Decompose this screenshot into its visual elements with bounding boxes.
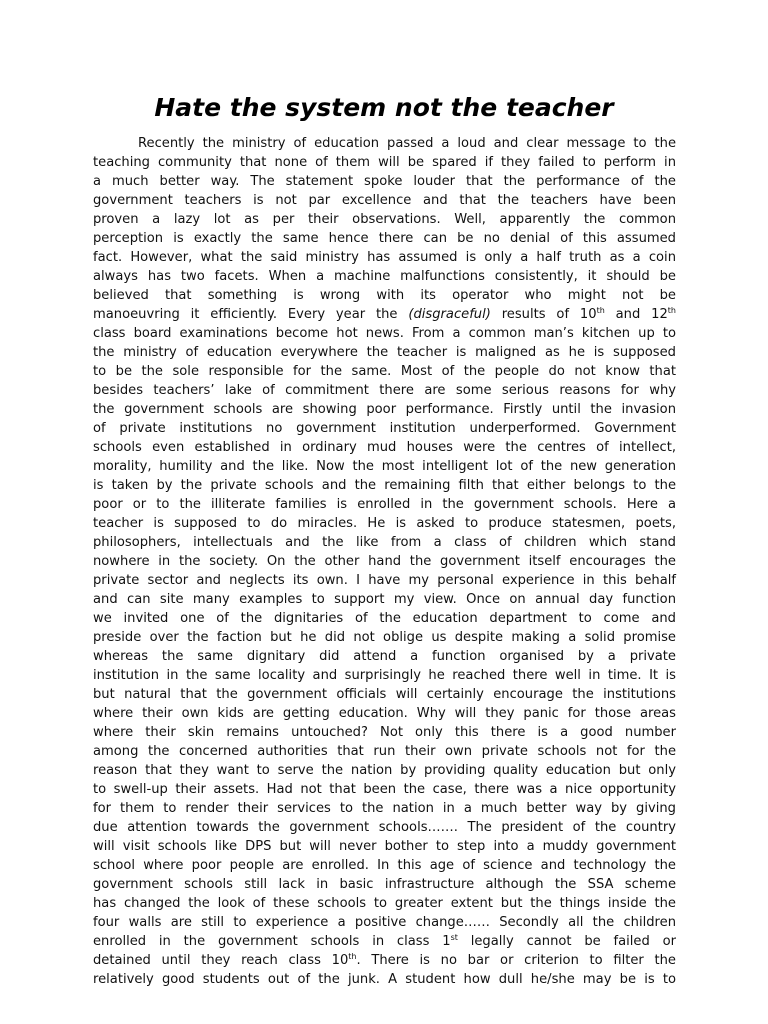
text-line: Recently the ministry of education passed a loud and clear message to the <box>138 136 676 151</box>
document-body <box>93 134 676 989</box>
text-line: school where poor people are enrolled. In this age of science and technology the <box>93 858 676 873</box>
text-line: relatively good students out of the junk. A student how dull he/she may be is to <box>93 972 676 987</box>
text-line: preside over the faction but he did not oblige us despite making a solid promise <box>93 630 676 645</box>
text-line: four walls are still to experience a positive change…… Secondly all the children <box>93 915 676 930</box>
text-line: besides teachers’ lake of commitment there are some serious reasons for why <box>93 383 676 398</box>
text-line: has changed the look of these schools to greater extent but the things inside the <box>93 896 676 911</box>
text-line: believed that something is wrong with its operator who might not be <box>93 288 676 303</box>
text-line: we invited one of the dignitaries of the education department to come and <box>93 611 676 626</box>
text-line: philosophers, intellectuals and the like from a class of children which stand <box>93 535 676 550</box>
text-line: proven a lazy lot as per their observations. Well, apparently the common <box>93 212 676 227</box>
text-line: where their skin remains untouched? Not only this there is a good number <box>93 725 676 740</box>
text-line: to be the sole responsible for the same. Most of the people do not know that <box>93 364 676 379</box>
text-run: . There is no bar or criterion to filter the <box>356 953 676 968</box>
text-line: will visit schools like DPS but will never bother to step into a muddy government <box>93 839 676 854</box>
text-run: legally cannot be failed or <box>457 934 677 949</box>
text-line: where their own kids are getting education. Why will they panic for those areas <box>93 706 676 721</box>
text-line: reason that they want to serve the nation by providing quality education but only <box>93 763 676 778</box>
text-line <box>93 951 676 970</box>
superscript-ordinal: th <box>667 306 676 315</box>
text-line: for them to render their services to the nation in a much better way by giving <box>93 801 676 816</box>
text-line: fact. However, what the said ministry has assumed is only a half truth as a coin <box>93 250 676 265</box>
text-line <box>93 305 676 324</box>
text-line: government teachers is not par excellence and that the teachers have been <box>93 193 676 208</box>
text-line: whereas the same dignitary did attend a function organised by a private <box>93 649 676 664</box>
text-line: among the concerned authorities that run their own private schools not for the <box>93 744 676 759</box>
superscript-ordinal: th <box>348 952 357 961</box>
text-line: government schools still lack in basic infrastructure although the SSA scheme <box>93 877 676 892</box>
document-title: Hate the system not the teacher <box>154 93 614 122</box>
text-line: due attention towards the government schools……. The president of the country <box>93 820 676 835</box>
text-line: poor or to the illiterate families is enrolled in the government schools. Here a <box>93 497 676 512</box>
text-run: results of 10 <box>490 307 597 322</box>
text-line: institution in the same locality and surprisingly he reached there well in time. It is <box>93 668 676 683</box>
text-run: enrolled in the government schools in class 1 <box>93 934 451 949</box>
text-line: morality, humility and the like. Now the most intelligent lot of the new generation <box>93 459 676 474</box>
text-line: of private institutions no government institution underperformed. Government <box>93 421 676 436</box>
text-line: perception is exactly the same hence there can be no denial of this assumed <box>93 231 676 246</box>
superscript-ordinal: th <box>596 306 605 315</box>
text-run: detained until they reach class 10 <box>93 953 349 968</box>
text-line: the ministry of education everywhere the teacher is maligned as he is supposed <box>93 345 676 360</box>
text-line: a much better way. The statement spoke louder that the performance of the <box>93 174 676 189</box>
italic-text: (disgraceful) <box>408 307 491 322</box>
text-line: to swell-up their assets. Had not that been the case, there was a nice opportunity <box>93 782 676 797</box>
text-line: always has two facets. When a machine malfunctions consistently, it should be <box>93 269 676 284</box>
text-line: but natural that the government officials will certainly encourage the institutions <box>93 687 676 702</box>
text-line: the government schools are showing poor performance. Firstly until the invasion <box>93 402 676 417</box>
text-line: class board examinations become hot news. From a common man’s kitchen up to <box>93 326 676 341</box>
text-line: is taken by the private schools and the remaining filth that either belongs to the <box>93 478 676 493</box>
text-line: teaching community that none of them will be spared if they failed to perform in <box>93 155 676 170</box>
text-line: private sector and neglects its own. I have my personal experience in this behalf <box>93 573 676 588</box>
text-line: and can site many examples to support my view. Once on annual day function <box>93 592 676 607</box>
text-run: and 12 <box>604 307 668 322</box>
superscript-ordinal: st <box>450 933 458 942</box>
text-line: schools even established in ordinary mud houses were the centres of intellect, <box>93 440 676 455</box>
text-line: nowhere in the society. On the other hand the government itself encourages the <box>93 554 676 569</box>
text-run: manoeuvring it efficiently. Every year the <box>93 307 409 322</box>
text-line <box>93 932 676 951</box>
text-line: teacher is supposed to do miracles. He is asked to produce statesmen, poets, <box>93 516 676 531</box>
